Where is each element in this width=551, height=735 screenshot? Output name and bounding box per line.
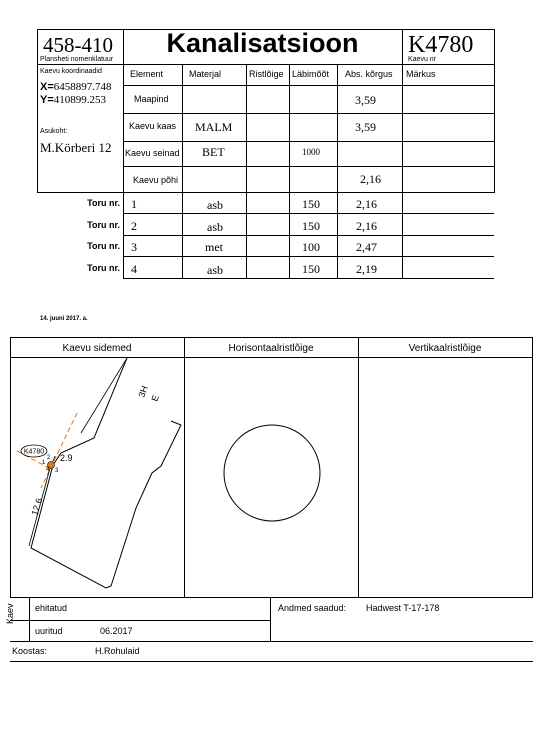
row-material: BET	[202, 145, 225, 159]
col-line	[337, 64, 338, 279]
col-line	[123, 29, 124, 279]
pipe-nr: 3	[131, 240, 137, 254]
frame-line	[37, 192, 494, 193]
pipe-number: 3	[55, 468, 59, 474]
pipe-diameter: 150	[302, 219, 320, 233]
row-line	[123, 166, 494, 167]
location: M.Körberi 12	[40, 140, 112, 155]
row-line	[123, 113, 494, 114]
row-line	[123, 235, 494, 236]
pipe-material: asb	[207, 220, 223, 234]
col-line	[402, 29, 403, 279]
dimension-long: 12.6	[29, 496, 45, 517]
well-id-caption: Kaevu nr	[408, 56, 437, 63]
building-sublabel: E	[149, 393, 161, 403]
panel-frame-bottom	[10, 597, 533, 598]
pipe-nr: 1	[131, 197, 137, 211]
col-header-cross: Ristlõige	[249, 69, 284, 79]
col-header-diameter: Läbimõõt	[292, 69, 330, 79]
col-line	[289, 64, 290, 279]
page-title: Kanalisatsioon	[166, 28, 359, 58]
pipe-height: 2,16	[356, 219, 377, 233]
panel-right-edge	[532, 337, 533, 598]
row-line	[123, 256, 494, 257]
pipe-label: Toru nr.	[87, 220, 120, 230]
col-line	[246, 64, 247, 279]
well-id: K4780	[408, 32, 474, 58]
row-line	[123, 278, 494, 279]
location-caption: Asukoht:	[40, 128, 68, 135]
pipe-height: 2,47	[356, 240, 377, 254]
footer-line	[10, 661, 533, 662]
frame-line	[37, 64, 494, 65]
frame-left	[37, 29, 38, 193]
pipe-material: met	[205, 240, 223, 254]
panel-title-horizontal: Horisontaalristlõige	[228, 343, 314, 354]
table-header-line	[123, 85, 494, 86]
row-material: MALM	[195, 120, 233, 134]
pipe-number: 4	[46, 467, 50, 473]
pipe-diameter: 100	[302, 240, 320, 254]
footer-col-line	[270, 598, 271, 642]
pipe-label: Toru nr.	[87, 263, 120, 273]
pipe-height: 2,19	[356, 262, 377, 276]
coords-caption: Kaevu koordinaadid	[40, 68, 102, 75]
row-element: Kaevu põhi	[133, 175, 179, 185]
row-height: 3,59	[355, 93, 376, 107]
footer-line	[10, 641, 533, 642]
panel-frame-top	[10, 337, 533, 338]
pipe-height: 2,16	[356, 197, 377, 211]
footer-line	[10, 620, 270, 621]
col-header-element: Element	[130, 69, 164, 79]
row-height: 3,59	[355, 120, 376, 134]
row-line	[123, 213, 494, 214]
row-diameter: 1000	[302, 147, 320, 157]
dashed-axis	[41, 413, 77, 488]
row-height: 2,16	[360, 172, 381, 186]
pipe-number: 2	[47, 455, 51, 461]
row-element: Kaevu seinad	[125, 148, 180, 158]
col-line	[182, 64, 183, 279]
row-line	[123, 141, 494, 142]
panel-title-links: Kaevu sidemed	[62, 343, 132, 354]
pipe-number: 1	[42, 460, 46, 466]
sheet-number: 458-410	[43, 33, 113, 57]
well-circle	[224, 425, 320, 521]
horizontal-section-drawing	[185, 358, 358, 597]
col-header-height: Abs. kõrgus	[345, 69, 393, 79]
date-label: 14. juuni 2017. a.	[40, 316, 88, 322]
well-tag: K4780	[23, 448, 45, 456]
pipe-label: Toru nr.	[87, 241, 120, 251]
row-element: Kaevu kaas	[129, 121, 177, 131]
pipe-diameter: 150	[302, 262, 320, 276]
source-label: Andmed saadud:	[278, 603, 347, 613]
footer-col-line	[29, 598, 30, 642]
built-label: ehitatud	[35, 603, 68, 613]
measured-label: uuritud	[35, 626, 63, 636]
well-location-sketch	[11, 358, 184, 597]
col-header-note: Märkus	[406, 69, 436, 79]
frame-right	[494, 29, 495, 193]
sheet-caption: Plansheti nomenklatuur	[40, 56, 114, 63]
property-line	[81, 358, 127, 433]
measured-value: 06.2017	[100, 626, 133, 636]
pipe-material: asb	[207, 198, 223, 212]
pipe-nr: 4	[131, 262, 137, 276]
building-label: 3H	[136, 384, 150, 399]
pipe-material: asb	[207, 263, 223, 277]
coord-x: X=6458897.748	[40, 81, 112, 93]
dimension-short: 2.9	[60, 453, 73, 463]
row-element: Maapind	[134, 94, 169, 104]
source-value: Hadwest T-17-178	[366, 603, 440, 613]
panel-divider	[358, 337, 359, 598]
footer-side-label: Kaev	[5, 603, 15, 624]
panel-title-vertical: Vertikaalristlõige	[408, 343, 482, 354]
pipe-diameter: 150	[302, 197, 320, 211]
col-header-material: Materjal	[189, 69, 222, 79]
author-label: Koostas:	[12, 646, 48, 656]
author-value: H.Rohulaid	[95, 646, 140, 656]
pipe-nr: 2	[131, 219, 137, 233]
coord-y: Y=410899.253	[40, 94, 107, 106]
pipe-label: Toru nr.	[87, 198, 120, 208]
